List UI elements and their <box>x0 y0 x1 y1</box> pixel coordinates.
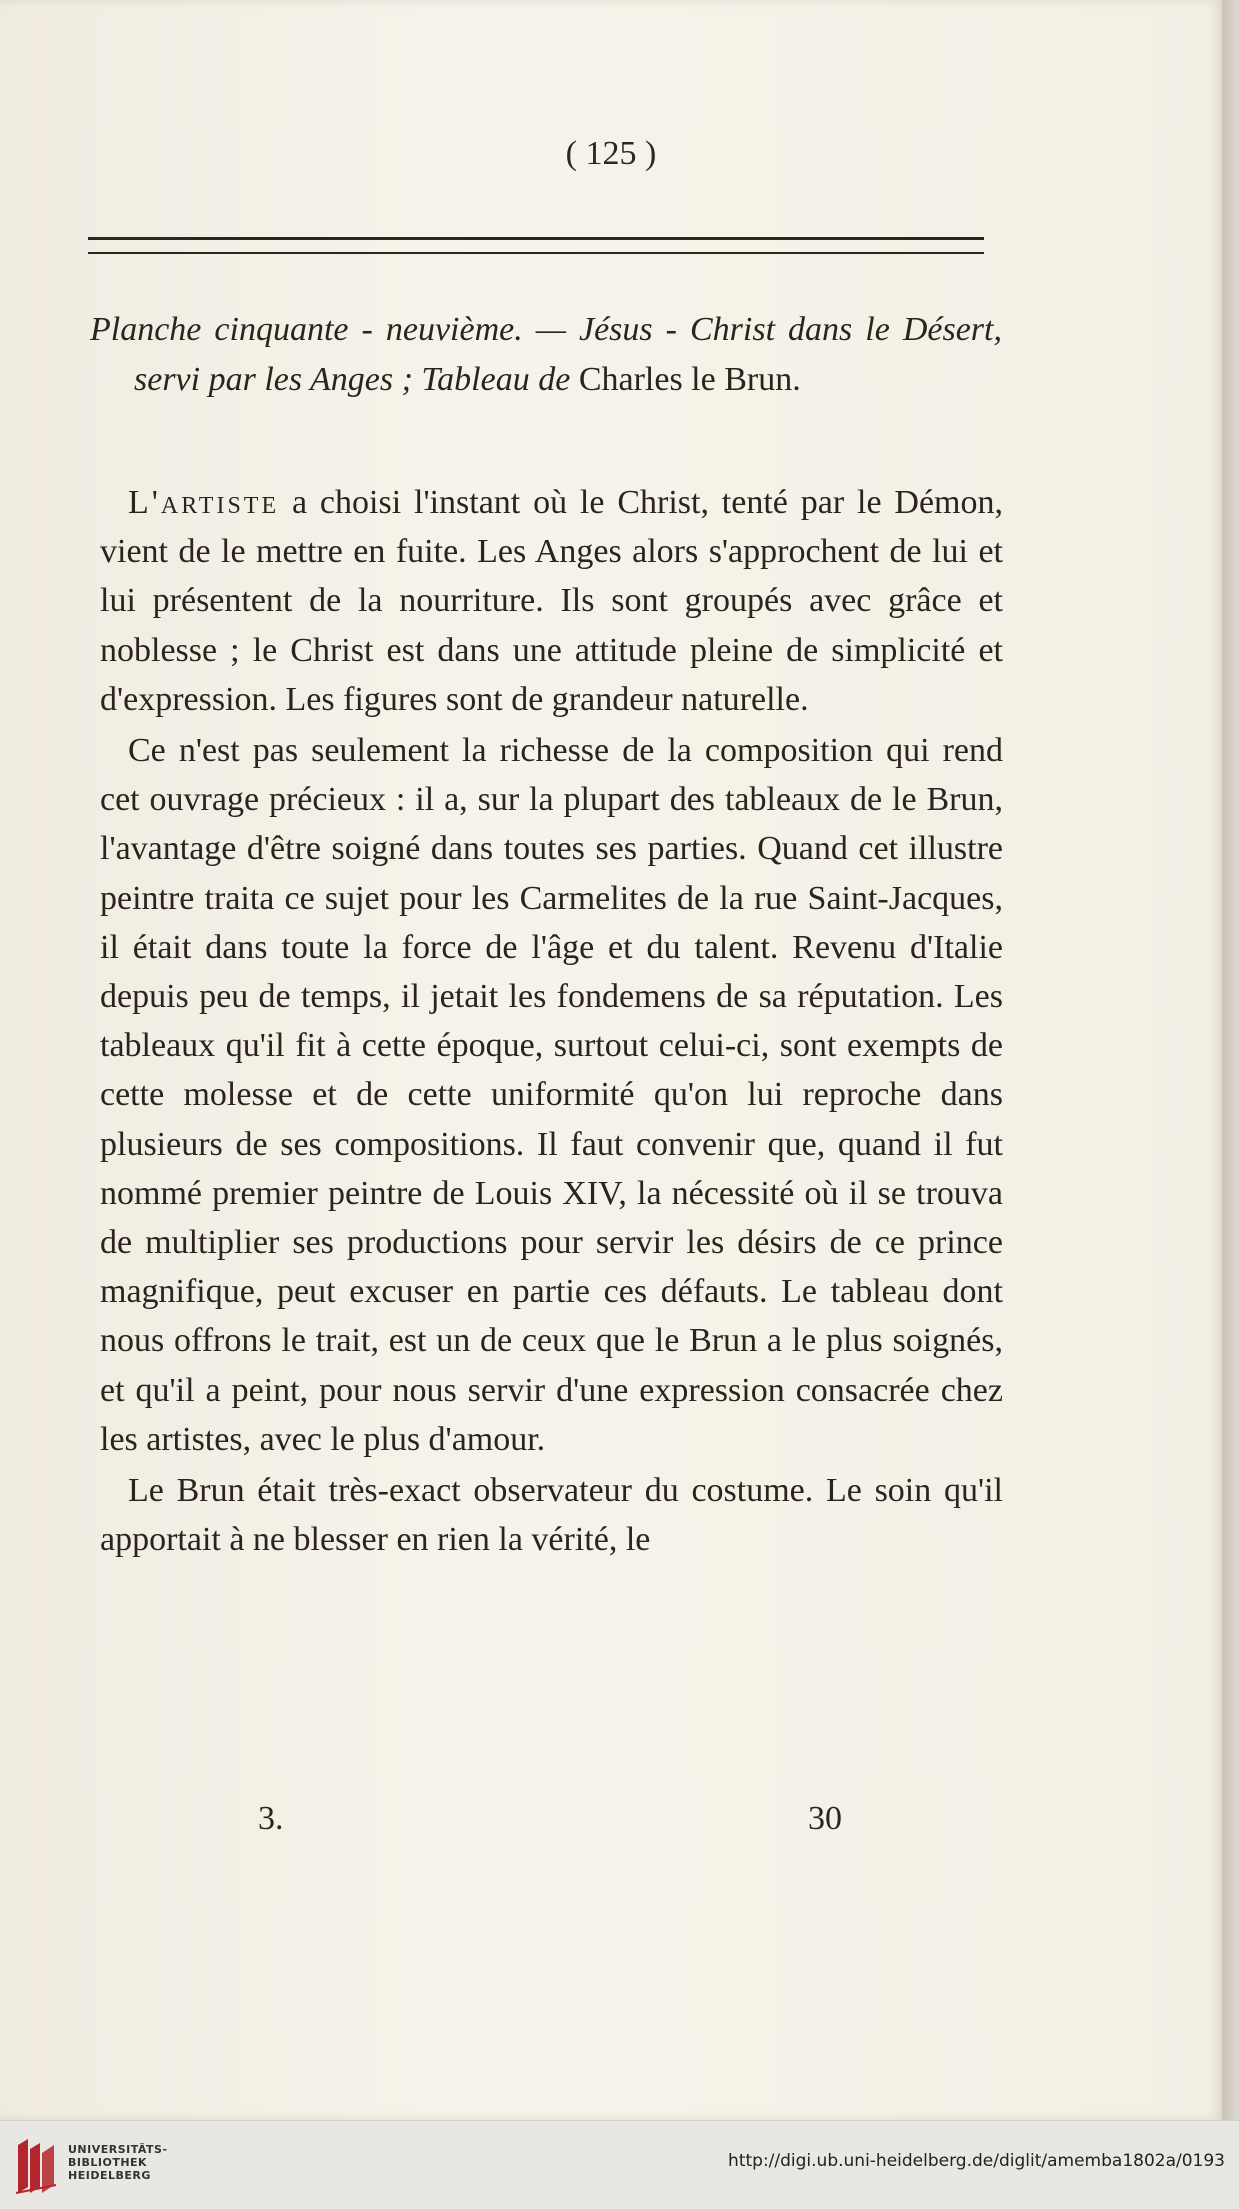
university-library-logo-icon[interactable] <box>14 2135 58 2195</box>
header-rule-thick <box>88 237 984 240</box>
library-name-line: UNIVERSITÄTS- <box>68 2143 168 2156</box>
signature-mark: 3. <box>258 1800 284 1837</box>
catchword-number: 30 <box>808 1800 842 1837</box>
heading-roman: Charles le Brun. <box>578 361 801 398</box>
source-url-link[interactable]: http://digi.ub.uni-heidelberg.de/diglit/amemba1802a/0193 <box>728 2151 1225 2171</box>
plate-heading <box>90 305 1002 405</box>
viewer-footer <box>0 2120 1239 2209</box>
library-name-line: BIBLIOTHEK <box>68 2156 148 2169</box>
body-text <box>100 478 1003 1564</box>
page-number: ( 125 ) <box>565 135 657 172</box>
paragraph-text: Ce n'est pas seulement la richesse de la composition qui rend cet ouvrage précieux : il a, sur la plupart des tableaux de le Brun, l'avantage d'être soigné dans toutes ses parties. Quand cet illustre peintre traita ce sujet pour les Carmelites de la rue Saint-Jacques, il était dans toute la force de l'âge et du talent. Revenu d'Italie depuis peu de temps, il jetait les fondemens de sa réputation. Les tableaux qu'il fit à cette époque, surtout celui-ci, sont exempts de cette molesse et de cette uniformité qu'on lui reproche dans plusieurs de ses compositions. Il faut convenir que, quand il fut nommé premier peintre de Louis XIV, la nécessité où il se trouva de multiplier ses productions pour servir les désirs de ce prince magnifique, peut excuser en partie ces défauts. Le tableau dont nous offrons le trait, est un de ceux que le Brun a le plus soignés, et qu'il a peint, pour nous servir d'une expression consacrée chez les artistes, avec le plus d'amour. <box>100 732 1003 1458</box>
paragraph-1 <box>100 478 1003 724</box>
library-name <box>68 2143 168 2182</box>
paragraph-lead: L'artiste <box>128 484 280 521</box>
paragraph-text: Le Brun était très-exact observateur du costume. Le soin qu'il apportait à ne blesser en rien la vérité, le <box>100 1472 1003 1559</box>
header-rule-thin <box>88 252 984 254</box>
paragraph-text: a choisi l'instant où le Christ, tenté par le Démon, vient de le mettre en fuite. Les Anges alors s'approchent de lui et lui présentent de la nourriture. Ils sont groupés avec grâce et noblesse ; le Christ est dans une attitude pleine de simplicité et d'expression. Les figures sont de grandeur naturelle. <box>100 484 1003 718</box>
page-edge <box>1222 0 1239 2120</box>
heading-italic: Planche cinquante - neuvième. — Jésus - Christ dans le Désert, servi par les Anges ; Tableau de <box>90 311 1002 398</box>
library-name-line: HEIDELBERG <box>68 2169 151 2182</box>
paragraph-2 <box>100 726 1003 1464</box>
paragraph-3 <box>100 1466 1003 1564</box>
